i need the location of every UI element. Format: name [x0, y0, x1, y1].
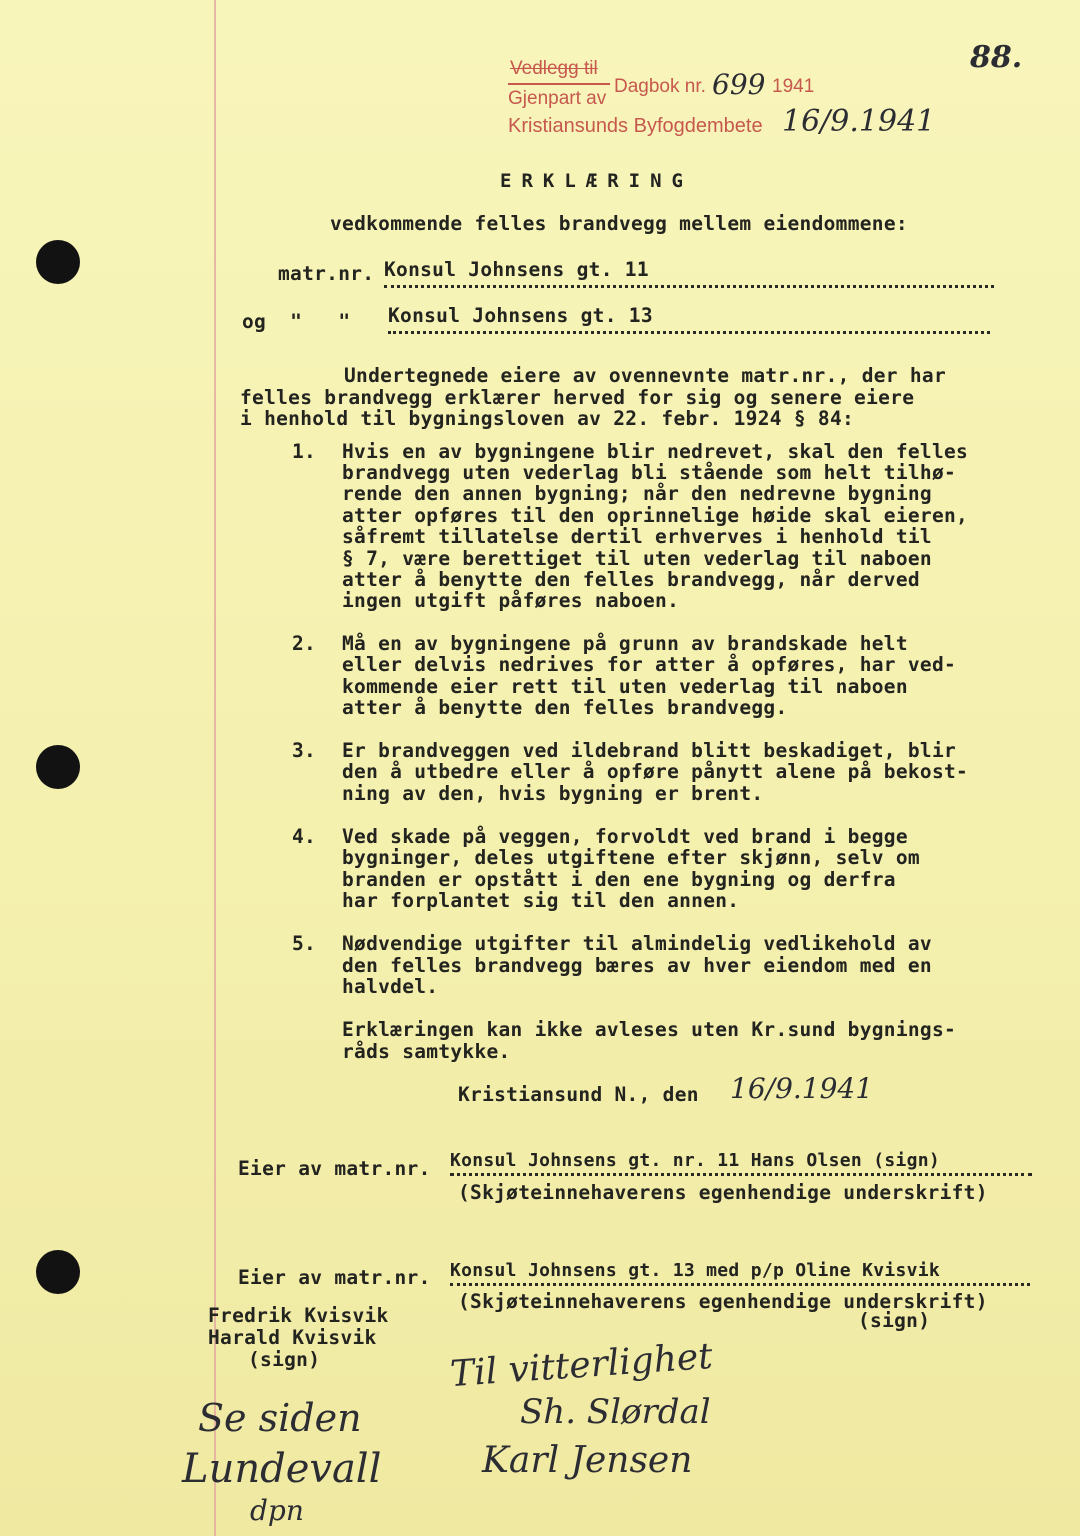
clause-number: 3. — [292, 739, 317, 762]
punch-hole — [36, 240, 80, 284]
dagbok-year: 1941 — [772, 76, 815, 97]
document-subtitle: vedkommende felles brandvegg mellem eiendommene: — [330, 212, 908, 235]
handwritten-certification: Til vitterlighet — [448, 1335, 714, 1396]
property-prefix: og " " — [242, 310, 351, 333]
intro-line: Undertegnede eiere av ovennevnte matr.nr., der har — [344, 364, 946, 387]
clause-line: bygninger, deles utgiftene efter skjønn, selv om — [342, 846, 920, 869]
property-prefix: matr.nr. — [278, 262, 375, 285]
handwritten-witness: Karl Jensen — [482, 1440, 693, 1481]
clause-number: 5. — [292, 932, 317, 955]
clause-line: kommende eier rett til uten vederlag til naboen — [342, 675, 908, 698]
signer-name: Harald Kvisvik — [208, 1326, 377, 1349]
clause-line: Nødvendige utgifter til almindelig vedlikehold av — [342, 932, 932, 955]
handwritten-witness: Sh. Slørdal — [520, 1392, 711, 1432]
owner-caption: (Skjøteinnehaverens egenhendige underskrift) — [458, 1290, 988, 1313]
page-number: 88. — [970, 40, 1023, 75]
dagbok-number: 699 — [712, 68, 766, 101]
clause-line: den å utbedre eller å opføre pånytt alene på bekost- — [342, 760, 969, 783]
signer-name: Fredrik Kvisvik — [208, 1304, 389, 1327]
clause-line: Er brandveggen ved ildebrand blitt beskadiget, blir — [342, 739, 957, 762]
closing-line: råds samtykke. — [342, 1040, 511, 1063]
clause-line: Må en av bygningene på grunn av brandskade helt — [342, 632, 908, 655]
clause-line: ning av den, hvis bygning er brent. — [342, 782, 764, 805]
document-title: ERKLÆRING — [500, 170, 693, 192]
clause-line: har forplantet sig til den annen. — [342, 889, 740, 912]
clause-line: rende den annen bygning; når den nedrevne bygning — [342, 482, 932, 505]
property-address: Konsul Johnsens gt. 11 — [384, 258, 994, 288]
stamp-office: Kristiansunds Byfogdembete — [508, 115, 763, 137]
punch-hole — [36, 1250, 80, 1294]
stamp-dagbok-label: Dagbok nr. — [614, 76, 706, 97]
owner-value: Konsul Johnsens gt. nr. 11 Hans Olsen (sign) — [450, 1150, 1032, 1176]
handwritten-note: Se siden — [198, 1396, 362, 1440]
handwritten-signature: Lundevall — [182, 1446, 382, 1492]
stamp-gjenpart: Gjenpart av — [508, 88, 607, 109]
stamp-vedlegg: Vedlegg til — [510, 58, 598, 79]
punch-hole — [36, 745, 80, 789]
clause-line: brandvegg uten vederlag bli stående som helt tilhø- — [342, 461, 957, 484]
clause-line: halvdel. — [342, 975, 439, 998]
handwritten-signature-sub: dpn — [250, 1494, 304, 1527]
owner-value: Konsul Johnsens gt. 13 med p/p Oline Kvisvik — [450, 1260, 1030, 1286]
clause-line: atter opføres til den oprinnelige høide skal eieren, — [342, 504, 969, 527]
clause-number: 4. — [292, 825, 317, 848]
clause-line: den felles brandvegg bæres av hver eiendom med en — [342, 954, 932, 977]
clause-line: § 7, være berettiget til uten vederlag til naboen — [342, 547, 932, 570]
place-date-label: Kristiansund N., den — [458, 1083, 699, 1106]
clause-line: branden er opstått i den ene bygning og derfra — [342, 868, 896, 891]
clause-line: Hvis en av bygningene blir nedrevet, skal den felles — [342, 440, 969, 463]
clause-number: 1. — [292, 440, 317, 463]
clause-line: såfremt tillatelse dertil erhverves i henhold til — [342, 525, 932, 548]
property-address: Konsul Johnsens gt. 13 — [388, 304, 990, 334]
clause-number: 2. — [292, 632, 317, 655]
signer-sign: (sign) — [248, 1348, 321, 1371]
stamp-rule — [508, 83, 610, 85]
clause-line: eller delvis nedrives for atter å opføres, har ved- — [342, 653, 957, 676]
owner-caption: (Skjøteinnehaverens egenhendige underskrift) — [458, 1181, 988, 1204]
stamp-date: 16/9.1941 — [782, 104, 936, 139]
intro-line: i henhold til bygningsloven av 22. febr. 1924 § 84: — [240, 407, 855, 430]
closing-line: Erklæringen kan ikke avleses uten Kr.sund bygnings- — [342, 1018, 957, 1041]
owner-sign: (sign) — [858, 1309, 931, 1332]
owner-label: Eier av matr.nr. — [238, 1157, 431, 1180]
owner-label: Eier av matr.nr. — [238, 1266, 431, 1289]
clause-line: atter å benytte den felles brandvegg, når derved — [342, 568, 920, 591]
clause-line: ingen utgift påføres naboen. — [342, 589, 680, 612]
place-date-value: 16/9.1941 — [730, 1072, 874, 1105]
clause-line: atter å benytte den felles brandvegg. — [342, 696, 788, 719]
clause-line: Ved skade på veggen, forvoldt ved brand i begge — [342, 825, 908, 848]
intro-line: felles brandvegg erklærer herved for sig og senere eiere — [240, 386, 915, 409]
